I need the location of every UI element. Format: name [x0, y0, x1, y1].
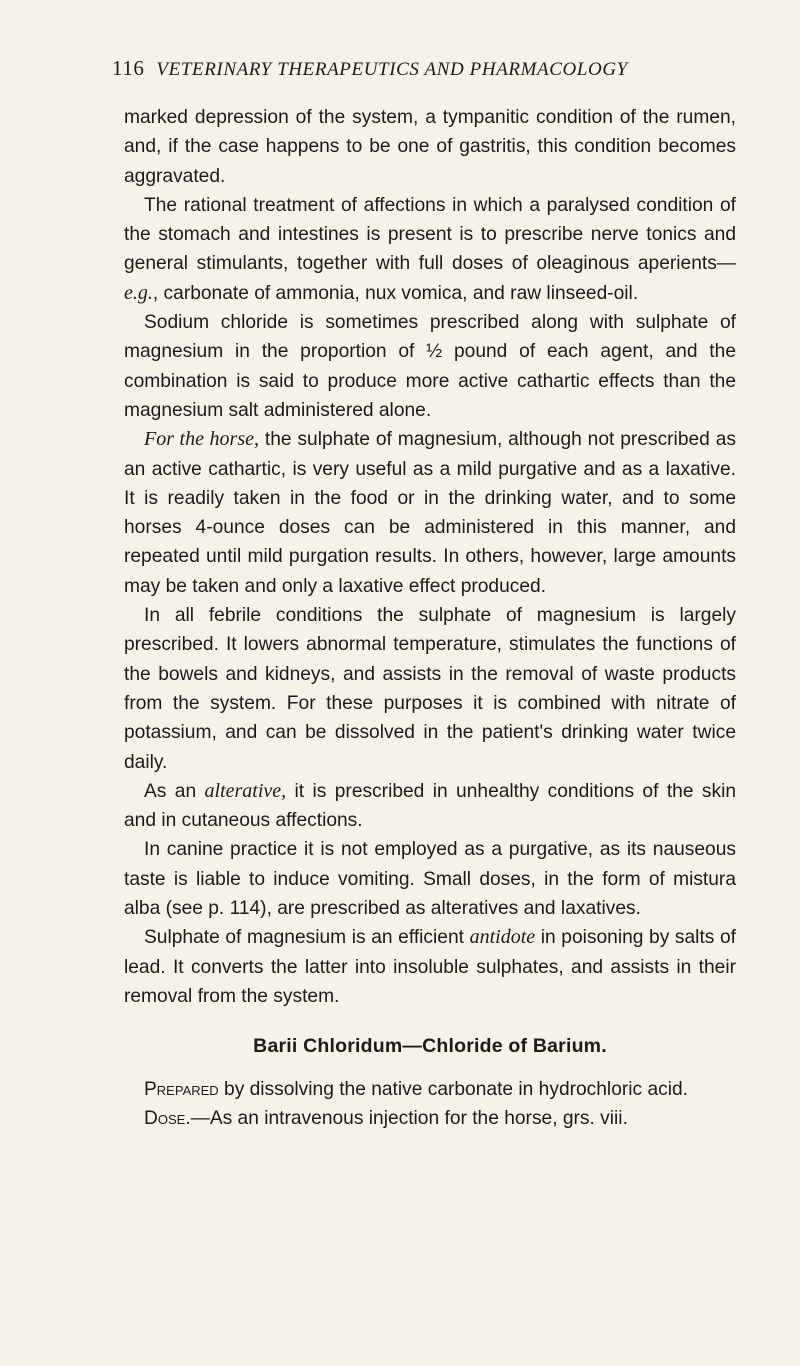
paragraph: Sodium chloride is sometimes prescribed along with sulphate of magnesium in the proportion of ½ pound of each agent, and the combination is said to produce more active cathartic effects than the magnesium salt administered alone. [124, 312, 736, 421]
paragraph: Sulphate of magnesium is an efficient antidote in poisoning by salts of lead. It converts the latter into insoluble sulphates, and assists in their removal from the system. [124, 926, 736, 1007]
paragraph: The rational treatment of affections in which a paralysed condition of the stomach and intestines is present is to prescribe nerve tonics and general stimulants, together with full doses of oleaginous aperients—e.g., carbonate of ammonia, nux vomica, and raw linseed-oil. [124, 194, 736, 304]
paragraph: marked depression of the system, a tympanitic condition of the rumen, and, if the case happens to be one of gastritis, this condition becomes aggravated. [124, 107, 736, 187]
paragraph: As an alterative, it is prescribed in unhealthy conditions of the skin and in cutaneous affections. [124, 779, 737, 832]
paragraph: In canine practice it is not employed as a purgative, as its nauseous taste is liable to induce vomiting. Small doses, in the form of mistura alba (see p. 114), are prescribed as alteratives and laxatives. [124, 839, 736, 920]
prepared-paragraph: Prepared by dissolving the native carbonate in hydrochloric acid. [144, 1078, 688, 1100]
dose-paragraph: Dose.—As an intravenous injection for the horse, grs. viii. [144, 1107, 628, 1129]
running-title: VETERINARY THERAPEUTICS AND PHARMACOLOGY [156, 59, 628, 80]
paragraph: In all febrile conditions the sulphate of magnesium is largely prescribed. It lowers abnormal temperature, stimulates the functions of the bowels and kidneys, and assists in the removal of waste products from the system. For these purposes it is combined with nitrate of potassium, and can be dissolved in the patient's drinking water twice daily. [124, 605, 736, 773]
page-number: 116 [112, 56, 145, 80]
section-heading: Barii Chloridum—Chloride of Barium. [253, 1035, 607, 1058]
running-header [112, 56, 628, 81]
dose-label: Dose [144, 1107, 186, 1129]
prepared-label: Prepared [144, 1078, 219, 1100]
paragraph: For the horse, the sulphate of magnesium, although not prescribed as an active cathartic, is very useful as a mild purgative and as a laxative. It is readily taken in the food or in the drinking water, and to some horses 4-ounce doses can be administered in this manner, and repeated until mild purgation results. In others, however, large amounts may be taken and only a laxative effect produced. [124, 428, 736, 597]
body-text [124, 103, 736, 1133]
